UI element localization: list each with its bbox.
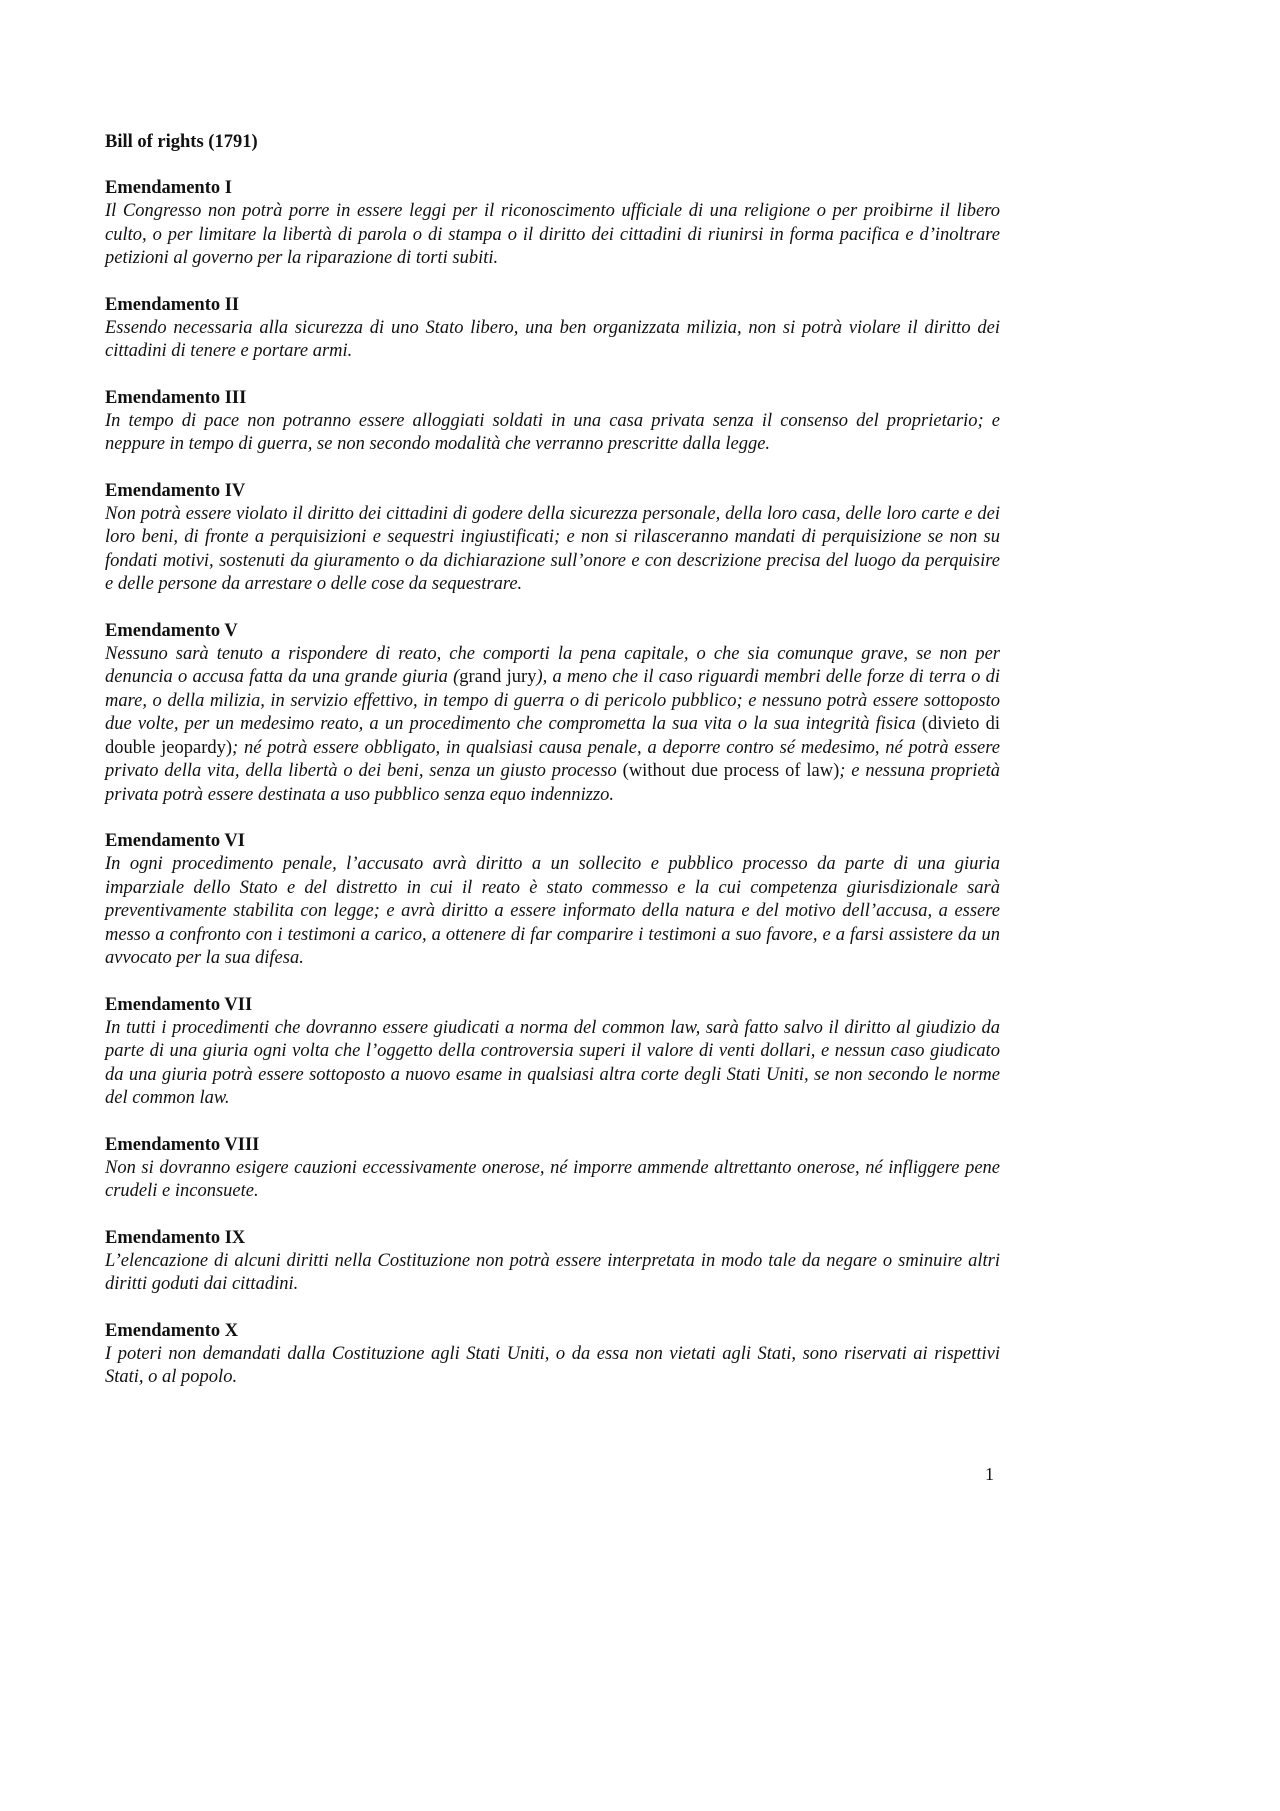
amendment-title: Emendamento X	[105, 1320, 239, 1341]
amendment-text: Non potrà essere violato il diritto dei cittadini di godere della sicurezza personale, della loro casa, delle loro carte e dei loro beni, di fronte a perquisizioni e sequestri ingiustificati; e non si rilasceranno mandati di perquisizione se non su fondati motivi, sostenuti da giuramento o da dichiarazione sull’onore e con descrizione precisa del luogo da perquisire e delle persone da arrestare o delle cose da sequestrare.	[105, 503, 1000, 594]
amendment-title: Emendamento VII	[105, 994, 253, 1015]
amendment-title: Emendamento V	[105, 620, 238, 641]
amendment-7	[105, 993, 1000, 1111]
amendment-5	[105, 619, 1000, 808]
amendment-text	[105, 643, 1000, 808]
amendment-title: Emendamento IV	[105, 480, 246, 501]
amendment-text-part: ; né potrà essere obbligato, in qualsiasi causa penale, a deporre contro sé medesimo, né potrà essere privato della vita, della libertà o dei beni, senza un giusto processo	[105, 737, 1000, 781]
amendment-text: L’elencazione di alcuni diritti nella Costituzione non potrà essere interpretata in modo tale da negare o sminuire altri diritti goduti dai cittadini.	[105, 1250, 1000, 1294]
amendment-text: Essendo necessaria alla sicurezza di uno Stato libero, una ben organizzata milizia, non si potrà violare il diritto dei cittadini di tenere e portare armi.	[105, 317, 1000, 361]
amendment-title: Emendamento IX	[105, 1227, 246, 1248]
amendment-title: Emendamento II	[105, 294, 240, 315]
amendment-4	[105, 479, 1000, 597]
document-title: Bill of rights (1791)	[105, 132, 258, 152]
amendment-title: Emendamento III	[105, 387, 247, 408]
amendment-text-part: ; e nessuna proprietà privata potrà essere destinata a uso pubblico senza equo indennizzo.	[105, 761, 1001, 805]
amendment-text: Non si dovranno esigere cauzioni eccessivamente onerose, né imporre ammende altrettanto onerose, né infliggere pene crudeli e inconsuete.	[105, 1157, 1000, 1201]
amendment-2	[105, 293, 1000, 364]
document-page	[105, 130, 1000, 1412]
amendment-text-part: Nessuno sarà tenuto a rispondere di reato, che comporti la pena capitale, o che sia comunque grave, se non per denuncia o accusa fatta da una grande giuria (	[105, 643, 1000, 687]
amendment-text: In tempo di pace non potranno essere alloggiati soldati in una casa privata senza il consenso del proprietario; e neppure in tempo di guerra, se non secondo modalità che verranno prescritte dalla legge.	[105, 410, 1000, 454]
amendment-8	[105, 1133, 1000, 1204]
amendment-text-term: (without due process of law)	[622, 761, 840, 781]
amendment-text-term: grand jury	[459, 667, 537, 687]
amendment-1	[105, 176, 1000, 271]
amendment-10	[105, 1319, 1000, 1390]
amendment-3	[105, 386, 1000, 457]
amendment-text-term: (divieto di double jeopardy)	[105, 714, 1000, 758]
amendment-title: Emendamento VIII	[105, 1134, 260, 1155]
amendment-9	[105, 1226, 1000, 1297]
amendment-title: Emendamento I	[105, 178, 232, 198]
amendment-title: Emendamento VI	[105, 831, 245, 851]
amendment-text: In tutti i procedimenti che dovranno essere giudicati a norma del common law, sarà fatto salvo il diritto al giudizio da parte di una giuria ogni volta che l’oggetto della controversia superi il valore di venti dollari, e nessun caso giudicato da una giuria potrà essere sottoposto a nuovo esame in qualsiasi altra corte degli Stati Uniti, se non secondo le norme del common law.	[105, 1017, 1000, 1108]
amendment-text: Il Congresso non potrà porre in essere leggi per il riconoscimento ufficiale di una religione o per proibirne il libero culto, o per limitare la libertà di parola o di stampa o il diritto dei cittadini di riunirsi in forma pacifica e d’inoltrare petizioni al governo per la riparazione di torti subiti.	[105, 201, 1000, 268]
amendment-6	[105, 829, 1000, 971]
amendment-text: I poteri non demandati dalla Costituzione agli Stati Uniti, o da essa non vietati agli Stati, sono riservati ai rispettivi Stati, o al popolo.	[105, 1343, 1000, 1387]
amendment-text-part: ), a meno che il caso riguardi membri delle forze di terra o di mare, o della milizia, in servizio effettivo, in tempo di guerra o di pericolo pubblico; e nessuno potrà essere sottoposto due volte, per un medesimo reato, a un procedimento che comprometta la sua vita o la sua integrità fisica	[105, 667, 1000, 734]
amendment-text: In ogni procedimento penale, l’accusato avrà diritto a un sollecito e pubblico processo da parte di una giuria imparziale dello Stato e del distretto in cui il reato è stato commesso e la cui competenza giurisdizionale sarà preventivamente stabilita con legge; e avrà diritto a essere informato della natura e del motivo dell’accusa, a essere messo a confronto con i testimoni a carico, a ottenere di far comparire i testimoni a suo favore, e a farsi assistere da un avvocato per la sua difesa.	[105, 854, 1000, 968]
page-number: 1	[985, 1464, 994, 1484]
